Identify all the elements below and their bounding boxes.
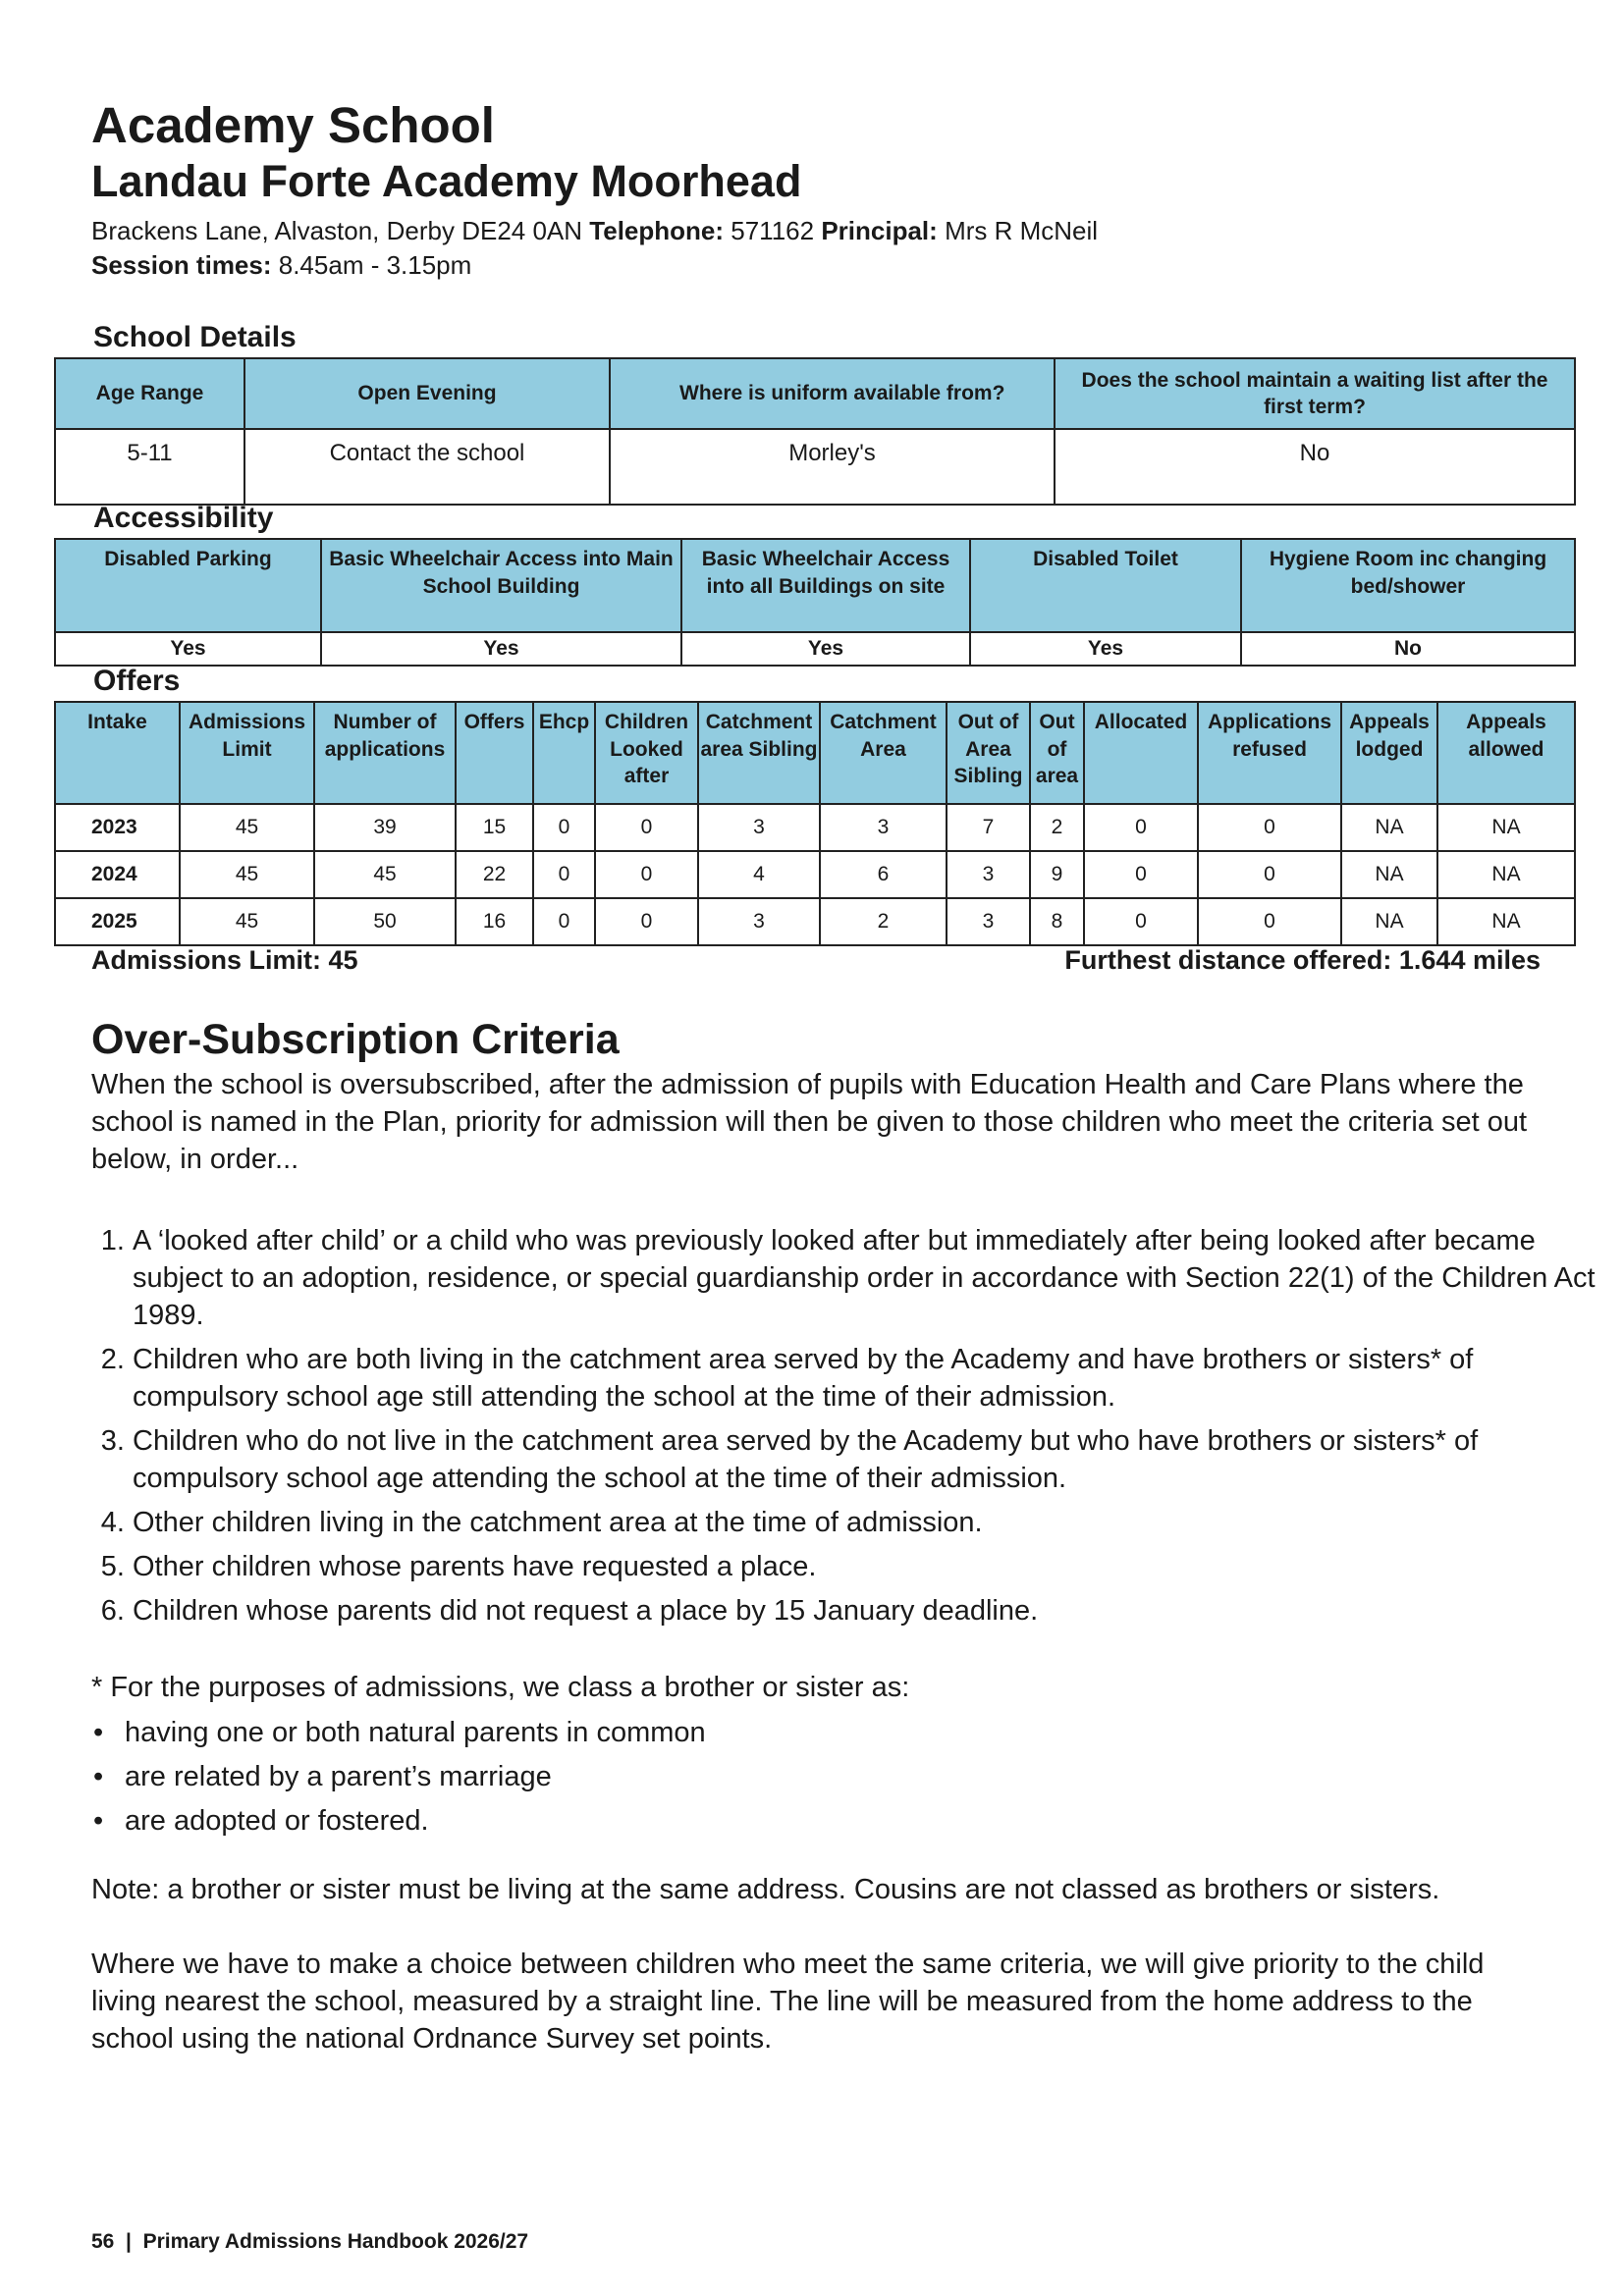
- accessibility-value-row: [55, 632, 1575, 666]
- accessibility-header-cell: Disabled Parking: [55, 539, 321, 632]
- offers-value-cell: 39: [314, 804, 456, 851]
- offers-value-cell: 0: [595, 851, 698, 898]
- details-header-cell: Age Range: [55, 358, 244, 429]
- offers-title: Offers: [93, 665, 181, 697]
- session-times-line: [91, 250, 471, 281]
- offers-header-cell: Out of area: [1030, 702, 1084, 804]
- criteria-item: 5. Other children whose parents have requested a place.: [133, 1548, 1596, 1585]
- school-contact-line: [91, 216, 1098, 246]
- school-address: Brackens Lane, Alvaston, Derby DE24 0AN: [91, 216, 583, 245]
- offers-value-cell: 0: [1198, 851, 1341, 898]
- offers-value-cell: 45: [180, 898, 314, 945]
- accessibility-value-cell: No: [1241, 632, 1575, 666]
- offers-header-cell: Number of applications: [314, 702, 456, 804]
- accessibility-header-cell: Hygiene Room inc changing bed/shower: [1241, 539, 1575, 632]
- offers-value-cell: 50: [314, 898, 456, 945]
- offers-header-cell: Applications refused: [1198, 702, 1341, 804]
- offers-header-cell: Out of Area Sibling: [947, 702, 1030, 804]
- criteria-item: 1. A ‘looked after child’ or a child who was previously looked after but immediately after being looked after became subject to an adoption, residence, or special guardianship order in accordance with Section 22(1) of the Children Act 1989.: [133, 1222, 1596, 1334]
- session-times-label: Session times:: [91, 250, 272, 280]
- criteria-item: 3. Children who do not live in the catchment area served by the Academy but who have brothers or sisters* of compulsory school age attending the school at the time of their admission.: [133, 1422, 1596, 1497]
- offers-intake-year-cell: 2025: [55, 898, 180, 945]
- offers-value-cell: 0: [1198, 804, 1341, 851]
- offers-value-cell: NA: [1437, 804, 1575, 851]
- bullet-icon: •: [93, 1805, 104, 1837]
- sibling-definition-intro: * For the purposes of admissions, we class a brother or sister as:: [91, 1672, 910, 1703]
- accessibility-title: Accessibility: [93, 502, 274, 534]
- offers-value-cell: 3: [698, 804, 820, 851]
- offers-value-cell: 16: [456, 898, 533, 945]
- bullet-icon: •: [93, 1761, 104, 1792]
- details-value-cell: 5-11: [55, 429, 244, 505]
- offers-value-cell: NA: [1437, 898, 1575, 945]
- accessibility-header-row: [55, 539, 1575, 632]
- accessibility-value-cell: Yes: [55, 632, 321, 666]
- school-details-value-row: [55, 429, 1575, 505]
- page-footer: 56 | Primary Admissions Handbook 2026/27: [91, 2230, 529, 2253]
- telephone-label: Telephone:: [589, 216, 725, 245]
- sibling-definition-text: are related by a parent’s marriage: [125, 1761, 552, 1792]
- offers-value-cell: 6: [820, 851, 947, 898]
- offers-header-cell: Catchment Area: [820, 702, 947, 804]
- details-value-cell: Morley's: [610, 429, 1055, 505]
- criteria-item: 4. Other children living in the catchment area at the time of admission.: [133, 1504, 1596, 1541]
- criteria-item: 2. Children who are both living in the catchment area served by the Academy and have brothers or sisters* of compulsory school age still attending the school at the time of their admission.: [133, 1341, 1596, 1415]
- school-details-header-row: [55, 358, 1575, 429]
- offers-value-cell: 2: [820, 898, 947, 945]
- over-subscription-title: Over-Subscription Criteria: [91, 1016, 620, 1063]
- offers-value-cell: 3: [947, 898, 1030, 945]
- offers-header-cell: Ehcp: [533, 702, 595, 804]
- offers-value-cell: 0: [1198, 898, 1341, 945]
- accessibility-value-cell: Yes: [970, 632, 1241, 666]
- offers-value-cell: NA: [1437, 851, 1575, 898]
- sibling-definition-text: are adopted or fostered.: [125, 1805, 429, 1837]
- offers-value-cell: 22: [456, 851, 533, 898]
- offers-value-cell: 3: [820, 804, 947, 851]
- telephone-number: 571162: [731, 216, 815, 245]
- offers-value-cell: 45: [180, 804, 314, 851]
- offers-value-cell: 3: [698, 898, 820, 945]
- details-value-cell: No: [1055, 429, 1575, 505]
- offers-value-cell: 0: [533, 898, 595, 945]
- offers-table: [54, 701, 1576, 946]
- offers-header-cell: Intake: [55, 702, 180, 804]
- offers-header-cell: Appeals allowed: [1437, 702, 1575, 804]
- details-header-cell: Where is uniform available from?: [610, 358, 1055, 429]
- offers-value-cell: 45: [314, 851, 456, 898]
- offers-value-cell: 7: [947, 804, 1030, 851]
- accessibility-value-cell: Yes: [321, 632, 681, 666]
- offers-header-cell: Offers: [456, 702, 533, 804]
- school-details-title: School Details: [93, 321, 297, 353]
- offers-value-cell: 0: [533, 851, 595, 898]
- offers-value-cell: 0: [533, 804, 595, 851]
- sibling-note: Note: a brother or sister must be living at the same address. Cousins are not classed as brothers or sisters.: [91, 1874, 1440, 1905]
- criteria-item: 6. Children whose parents did not request a place by 15 January deadline.: [133, 1592, 1596, 1629]
- principal-label: Principal:: [821, 216, 938, 245]
- offers-value-cell: 8: [1030, 898, 1084, 945]
- accessibility-value-cell: Yes: [681, 632, 970, 666]
- accessibility-header-cell: Disabled Toilet: [970, 539, 1241, 632]
- principal-name: Mrs R McNeil: [945, 216, 1099, 245]
- offers-data-row: [55, 851, 1575, 898]
- offers-value-cell: 9: [1030, 851, 1084, 898]
- offers-header-cell: Admissions Limit: [180, 702, 314, 804]
- offers-header-row: [55, 702, 1575, 804]
- accessibility-header-cell: Basic Wheelchair Access into all Buildings on site: [681, 539, 970, 632]
- accessibility-table: [54, 538, 1576, 667]
- offers-value-cell: NA: [1341, 898, 1437, 945]
- offers-value-cell: NA: [1341, 804, 1437, 851]
- offers-data-row: [55, 898, 1575, 945]
- offers-header-cell: Allocated: [1084, 702, 1198, 804]
- offers-value-cell: 15: [456, 804, 533, 851]
- offers-value-cell: 3: [947, 851, 1030, 898]
- offers-intake-year-cell: 2024: [55, 851, 180, 898]
- criteria-list: [91, 1222, 1596, 1636]
- offers-header-cell: Children Looked after: [595, 702, 698, 804]
- offers-data-row: [55, 804, 1575, 851]
- sibling-definition-item: [91, 1802, 706, 1840]
- offers-value-cell: 0: [595, 804, 698, 851]
- offers-value-cell: 4: [698, 851, 820, 898]
- offers-value-cell: NA: [1341, 851, 1437, 898]
- bullet-icon: •: [93, 1717, 104, 1748]
- offers-value-cell: 0: [1084, 898, 1198, 945]
- sibling-definition-list: [91, 1714, 706, 1846]
- furthest-distance-summary: Furthest distance offered: 1.644 miles: [1064, 945, 1541, 975]
- school-name: Landau Forte Academy Moorhead: [91, 156, 802, 206]
- offers-value-cell: 0: [595, 898, 698, 945]
- sibling-definition-item: [91, 1758, 706, 1795]
- page-type-title: Academy School: [91, 97, 495, 153]
- sibling-definition-item: [91, 1714, 706, 1751]
- accessibility-header-cell: Basic Wheelchair Access into Main School Building: [321, 539, 681, 632]
- session-times-value: 8.45am - 3.15pm: [278, 250, 472, 280]
- details-value-cell: Contact the school: [244, 429, 610, 505]
- admissions-limit-summary: Admissions Limit: 45: [91, 945, 358, 975]
- offers-value-cell: 45: [180, 851, 314, 898]
- school-details-table: [54, 357, 1576, 506]
- details-header-cell: Open Evening: [244, 358, 610, 429]
- tie-break-paragraph: Where we have to make a choice between children who meet the same criteria, we will give priority to the child living nearest the school, measured by a straight line. The line will be measured from the home address to the school using the national Ordnance Survey set points.: [91, 1949, 1485, 2055]
- over-subscription-intro: When the school is oversubscribed, after the admission of pupils with Education Health and Care Plans where the school is named in the Plan, priority for admission will then be given to those children who meet the criteria set out below, in order...: [91, 1069, 1528, 1175]
- offers-value-cell: 2: [1030, 804, 1084, 851]
- offers-header-cell: Catchment area Sibling: [698, 702, 820, 804]
- sibling-definition-text: having one or both natural parents in common: [125, 1717, 706, 1748]
- offers-value-cell: 0: [1084, 804, 1198, 851]
- offers-intake-year-cell: 2023: [55, 804, 180, 851]
- offers-value-cell: 0: [1084, 851, 1198, 898]
- offers-header-cell: Appeals lodged: [1341, 702, 1437, 804]
- details-header-cell: Does the school maintain a waiting list after the first term?: [1055, 358, 1575, 429]
